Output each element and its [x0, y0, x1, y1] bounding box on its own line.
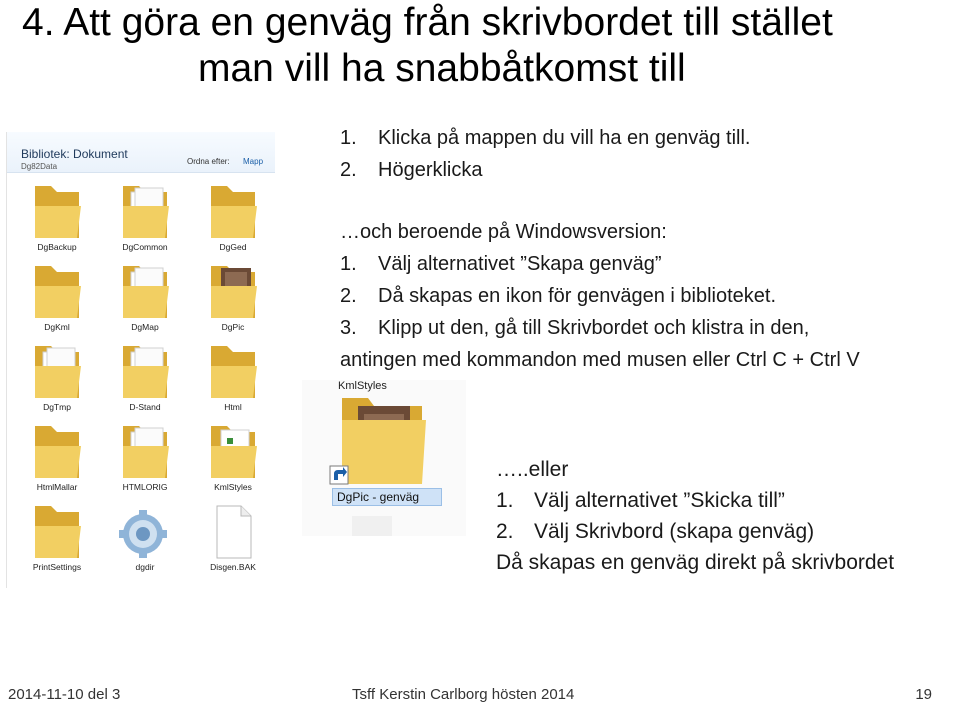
step-number: 3. — [340, 317, 357, 339]
folder-item[interactable] — [191, 184, 275, 256]
shortcut-caption[interactable]: DgPic - genväg — [332, 488, 442, 506]
folder-label: Disgen.BAK — [210, 562, 256, 572]
folder-label: DgMap — [131, 322, 159, 332]
folder-icon — [115, 344, 175, 400]
slide-title — [8, 0, 952, 92]
slide-title-line-2: man vill ha snabbåtkomst till — [198, 47, 686, 90]
folder-item[interactable] — [15, 424, 99, 496]
folder-label: KmlStyles — [214, 482, 252, 492]
slide-title-line-1: 4. Att göra en genväg från skrivbordet till stället — [22, 1, 833, 44]
folder-label: HtmlMallar — [36, 482, 78, 492]
folder-icon — [115, 424, 175, 480]
footer-author: Tsff Kerstin Carlborg hösten 2014 — [352, 686, 575, 703]
step-number: 2. — [340, 159, 357, 181]
folder-icon — [203, 424, 263, 480]
folder-label: PrintSettings — [32, 562, 82, 572]
folder-icon — [27, 184, 87, 240]
step-text: Klipp ut den, gå till Skrivbordet och klistra in den, — [378, 317, 810, 339]
folder-icon — [27, 504, 87, 560]
folder-label: Html — [224, 402, 242, 412]
folder-label: DgBackup — [37, 242, 77, 252]
alternative-step-2 — [496, 516, 894, 547]
folder-icon — [115, 264, 175, 320]
folder-item[interactable] — [191, 504, 275, 576]
folder-item[interactable] — [103, 424, 187, 496]
step-option-2 — [340, 280, 776, 312]
shortcut-preview — [302, 380, 466, 536]
step-text: Klicka på mappen du vill ha en genväg till. — [378, 127, 751, 149]
explorer-header — [7, 132, 275, 173]
folder-item[interactable] — [15, 344, 99, 416]
folder-icon — [27, 424, 87, 480]
folder-label: dgdir — [135, 562, 155, 572]
step-1 — [340, 122, 750, 154]
step-text: Högerklicka — [378, 159, 483, 181]
sort-value[interactable]: Mapp — [243, 157, 264, 166]
folder-item[interactable] — [191, 424, 275, 496]
folder-icon — [27, 344, 87, 400]
folder-item[interactable] — [191, 344, 275, 416]
folder-icon — [203, 264, 263, 320]
step-number: 1. — [340, 253, 357, 275]
folder-icon — [203, 184, 263, 240]
step-number: 1. — [496, 489, 514, 512]
folder-item[interactable] — [15, 184, 99, 256]
library-title: Bibliotek: Dokument — [21, 147, 128, 161]
folder-label: DgTmp — [43, 402, 71, 412]
library-path: Dg82Data — [21, 162, 58, 171]
step-text: Välj alternativet ”Skapa genväg” — [378, 253, 662, 275]
step-option-3-continued: antingen med kommandon med musen eller Ctrl C + Ctrl V — [340, 349, 860, 371]
step-option-3 — [340, 312, 809, 344]
folder-item[interactable] — [15, 264, 99, 336]
folder-label: DgPic — [221, 322, 245, 332]
folder-item[interactable] — [191, 264, 275, 336]
step-text: Då skapas en ikon för genvägen i biblioteket. — [378, 285, 777, 307]
step-number: 2. — [496, 520, 514, 543]
folder-item[interactable] — [103, 344, 187, 416]
preview-top-label: KmlStyles — [338, 380, 387, 392]
folder-item[interactable] — [15, 504, 99, 576]
folder-label: DgKml — [44, 322, 70, 332]
step-2 — [340, 154, 482, 186]
footer-page-number: 19 — [915, 686, 932, 703]
file-icon — [203, 504, 263, 560]
footer-date: 2014-11-10 del 3 — [8, 686, 121, 703]
folder-icon — [203, 344, 263, 400]
explorer-screenshot — [6, 132, 275, 588]
alternative-intro: …..eller — [496, 458, 569, 481]
shortcut-folder-icon — [302, 380, 466, 536]
folder-label: HTMLORIG — [122, 482, 168, 492]
alternative-step-1 — [496, 485, 894, 516]
folder-icon — [115, 184, 175, 240]
folder-label: D-Stand — [129, 402, 161, 412]
step-text: Välj alternativet ”Skicka till” — [534, 489, 785, 512]
folder-item[interactable] — [103, 184, 187, 256]
step-text: Välj Skrivbord (skapa genväg) — [534, 520, 815, 543]
folder-label: DgCommon — [122, 242, 168, 252]
shortcut-arrow-icon — [330, 466, 348, 484]
folder-item[interactable] — [103, 504, 187, 576]
settings-file-icon — [115, 504, 175, 560]
step-option-1 — [340, 248, 662, 280]
windows-version-intro: …och beroende på Windowsversion: — [340, 221, 667, 243]
folder-label: DgGed — [219, 242, 247, 252]
step-number: 1. — [340, 127, 357, 149]
step-number: 2. — [340, 285, 357, 307]
alternative-result: Då skapas en genväg direkt på skrivbordet — [496, 551, 895, 574]
sort-label: Ordna efter: — [187, 157, 230, 166]
folder-icon — [27, 264, 87, 320]
alternative-method — [496, 454, 894, 578]
folder-item[interactable] — [103, 264, 187, 336]
